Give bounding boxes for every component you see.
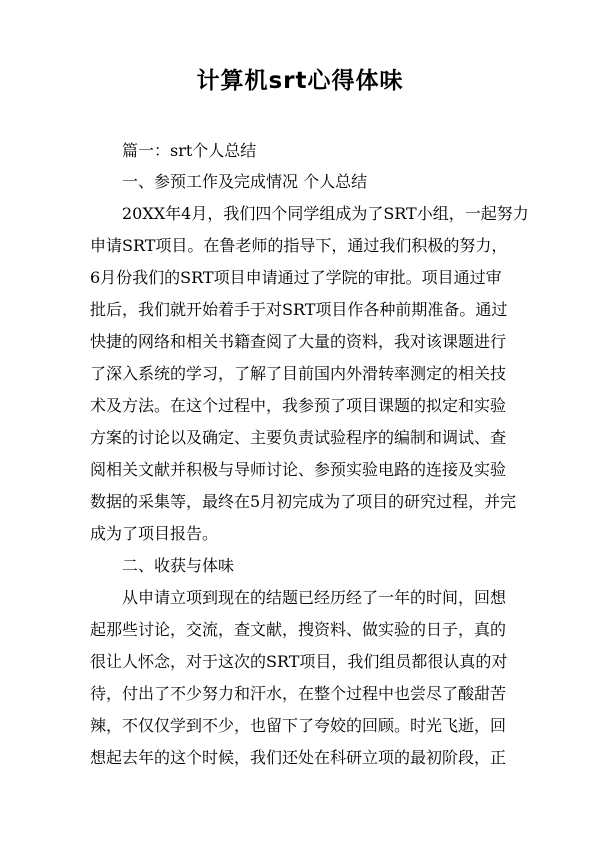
paragraph-line: 20XX年4月，我们四个同学组成为了SRT小组，一起努力 [122, 204, 529, 223]
paragraph-line: 数据的采集等，最终在5月初完成为了项目的研究过程，并完 [90, 492, 517, 511]
paragraph-line: 辣，不仅仅学到不少，也留下了夸姣的回顾。时光飞逝，回 [90, 716, 507, 735]
section-heading: 篇一：srt个人总结 [122, 141, 257, 160]
part2-heading: 二、收获与体味 [122, 556, 235, 575]
paragraph-line: 很让人怀念，对于这次的SRT项目，我们组员都很认真的对 [90, 652, 508, 671]
paragraph-line: 批后，我们就开始着手于对SRT项目作各种前期准备。通过 [90, 300, 508, 319]
paragraph-line: 从申请立项到现在的结题已经历经了一年的时间，回想 [122, 588, 507, 607]
paragraph-line: 起那些讨论，交流，查文献，搜资料、做实验的日子，真的 [90, 620, 507, 639]
paragraph-line: 阅相关文献并积极与导师讨论、参预实验电路的连接及实验 [90, 460, 507, 479]
paragraph-line: 待，付出了不少努力和汗水，在整个过程中也尝尽了酸甜苦 [90, 684, 507, 703]
paragraph-line: 快捷的网络和相关书籍查阅了大量的资料，我对该课题进行 [90, 332, 507, 351]
part1-heading: 一、参预工作及完成情况 个人总结 [122, 172, 368, 191]
paragraph-line: 想起去年的这个时候，我们还处在科研立项的最初阶段，正 [90, 748, 507, 767]
document-title: 计算机srt心得体味 [196, 68, 404, 94]
paragraph-line: 成为了项目报告。 [90, 524, 219, 543]
paragraph-line: 术及方法。在这个过程中，我参预了项目课题的拟定和实验 [90, 396, 507, 415]
paragraph-line: 申请SRT项目。在鲁老师的指导下，通过我们积极的努力， [90, 236, 508, 255]
paragraph-line: 6月份我们的SRT项目申请通过了学院的审批。项目通过审 [90, 268, 502, 287]
paragraph-line: 方案的讨论以及确定、主要负责试验程序的编制和调试、查 [90, 428, 507, 447]
paragraph-line: 了深入系统的学习，了解了目前国内外滑转率测定的相关技 [90, 364, 507, 383]
